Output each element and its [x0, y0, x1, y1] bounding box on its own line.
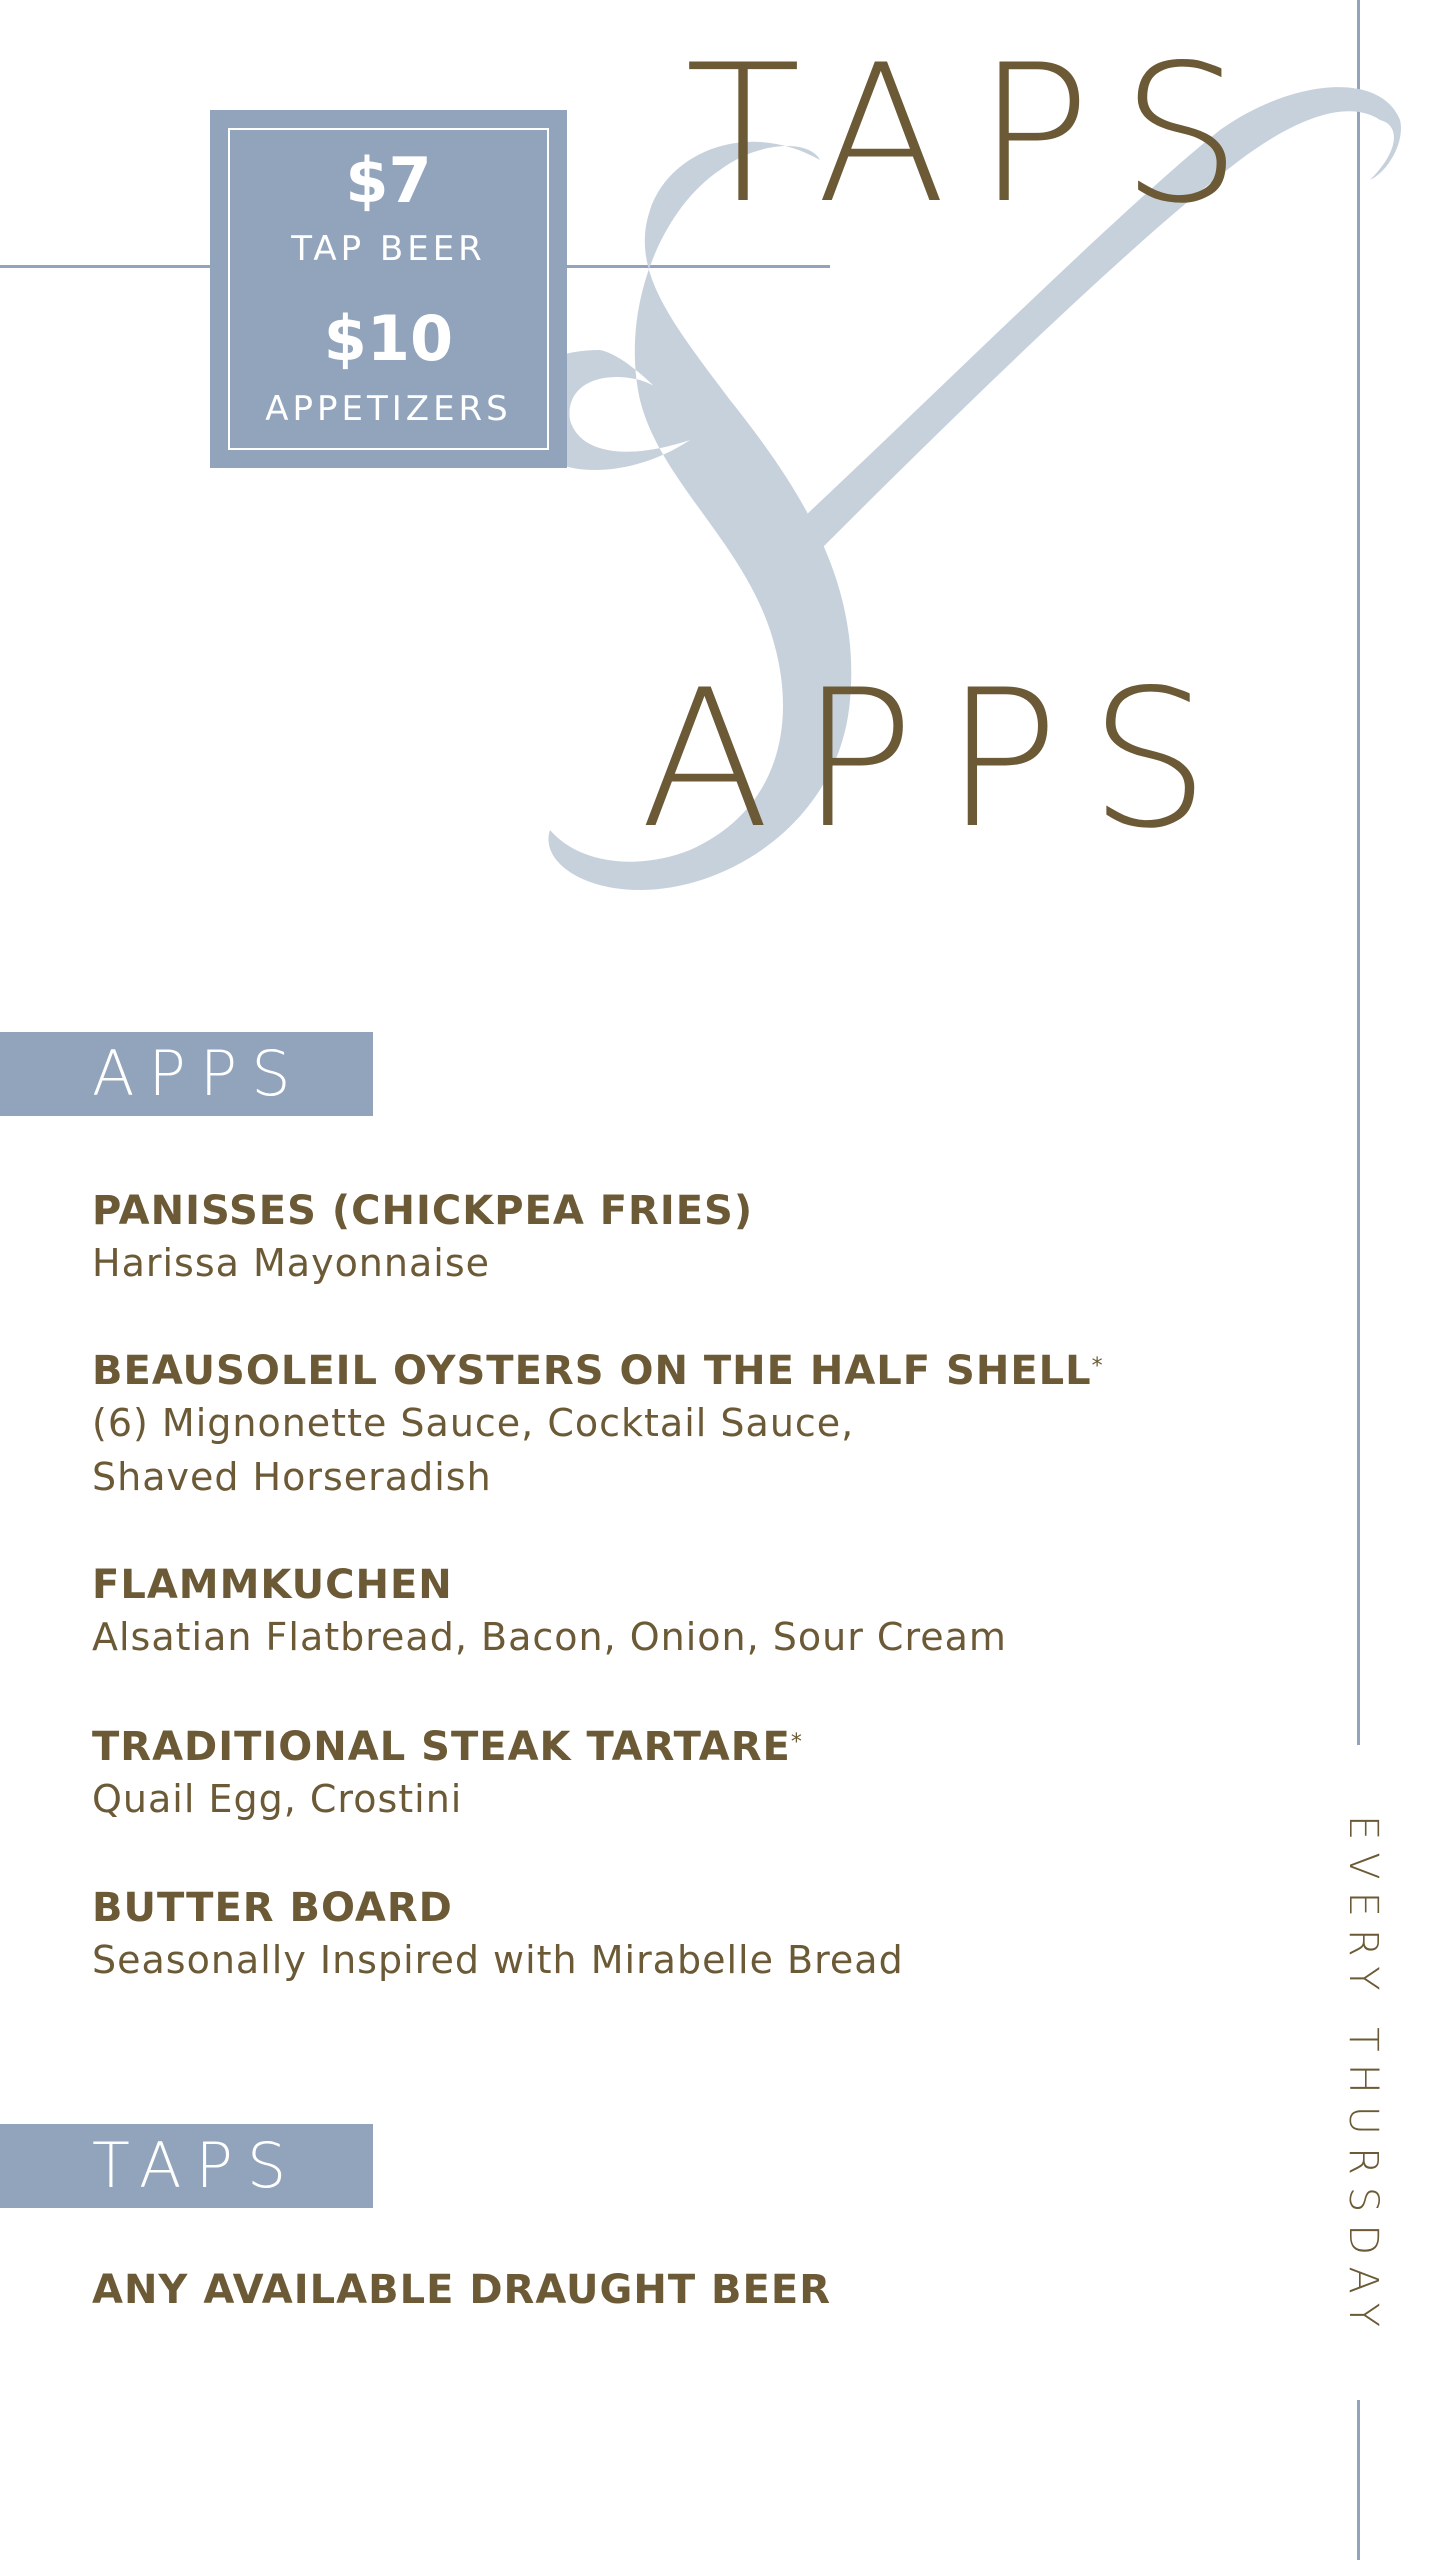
asterisk-mark: *	[1091, 1354, 1104, 1379]
menu-item	[92, 2265, 1242, 2315]
beer-price: $7	[345, 144, 432, 217]
menu-item-name: TRADITIONAL STEAK TARTARE*	[92, 1724, 803, 1770]
menu-item-description: Alsatian Flatbread, Bacon, Onion, Sour Cream	[92, 1615, 1007, 1659]
menu-item-description: Seasonally Inspired with Mirabelle Bread	[92, 1938, 904, 1982]
menu-item-name: ANY AVAILABLE DRAUGHT BEER	[92, 2267, 831, 2313]
menu-item	[92, 1186, 1242, 1290]
appetizers-label: APPETIZERS	[265, 389, 512, 429]
menu-item-name: FLAMMKUCHEN	[92, 1562, 453, 1608]
apps-section-title: APPS	[92, 1037, 305, 1110]
menu-item-description: (6) Mignonette Sauce, Cocktail Sauce, Shaved Horseradish	[92, 1401, 855, 1499]
menu-item-description: Quail Egg, Crostini	[92, 1777, 463, 1821]
menu-item-description: Harissa Mayonnaise	[92, 1241, 490, 1285]
appetizers-price: $10	[323, 302, 454, 375]
every-thursday-label: EVERY THURSDAY	[1340, 1815, 1386, 2340]
menu-item-name: BEAUSOLEIL OYSTERS ON THE HALF SHELL*	[92, 1348, 1104, 1394]
menu-item-name: PANISSES (CHICKPEA FRIES)	[92, 1188, 754, 1234]
title-word-apps: APPS	[640, 649, 1240, 870]
right-vertical-rule-bottom	[1357, 2400, 1360, 2560]
promo-box	[210, 110, 567, 468]
menu-item	[92, 1883, 1242, 1987]
menu-item	[92, 1560, 1242, 1664]
header-rule-left	[0, 265, 212, 268]
beer-label: TAP BEER	[291, 229, 486, 269]
asterisk-mark: *	[790, 1730, 803, 1755]
menu-item	[92, 1722, 1242, 1826]
taps-section-title: TAPS	[92, 2129, 301, 2202]
apps-section-header	[0, 1032, 373, 1116]
menu-item-name: BUTTER BOARD	[92, 1885, 453, 1931]
taps-section-header	[0, 2124, 373, 2208]
menu-item	[92, 1346, 1242, 1504]
title-word-taps: TAPS	[685, 24, 1272, 245]
